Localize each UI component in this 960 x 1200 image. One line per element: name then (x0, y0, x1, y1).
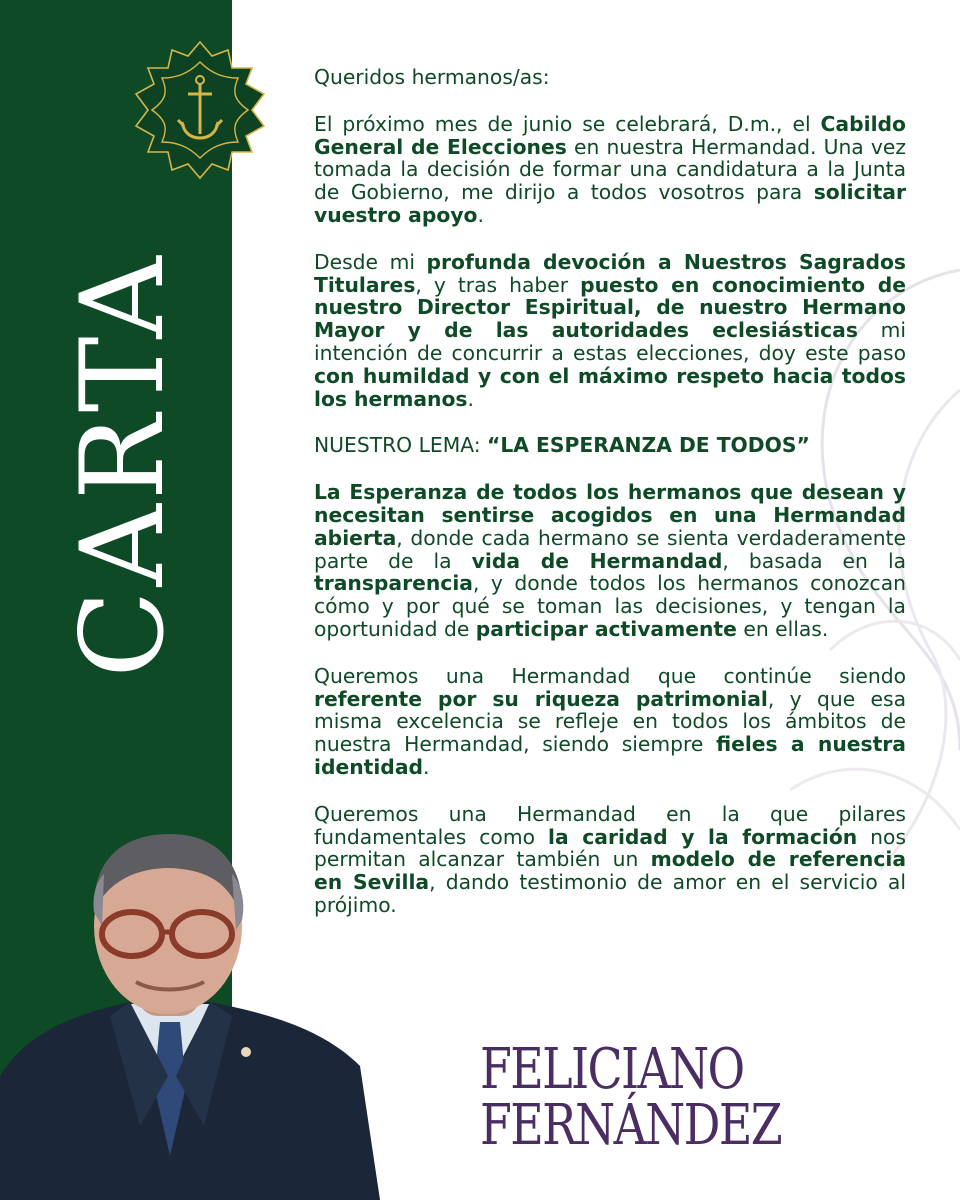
emphasis-text: “LA ESPERANZA DE TODOS” (487, 433, 810, 458)
body-text: . (477, 202, 484, 227)
emphasis-text: solicitar vuestro apoyo (314, 180, 906, 227)
emphasis-text: La Esperanza de todos los hermanos que desean y necesitan sentirse acogidos en una Hermandad abierta (314, 480, 906, 550)
emphasis-text: referente por su riqueza patrimonial (314, 686, 768, 711)
greeting: Queridos hermanos/as: (314, 65, 550, 89)
letter-paragraph-charity (314, 803, 906, 917)
body-text: Desde mi (314, 249, 427, 274)
body-text: Queremos una Hermandad que continúe siendo (314, 663, 906, 688)
body-text: Queremos una Hermandad en la que pilares fundamentales como (314, 801, 906, 849)
body-text: , dando testimonio de amor en el servicio al prójimo. (314, 870, 906, 917)
body-text: NUESTRO LEMA: (314, 433, 488, 458)
body-text: . (467, 386, 474, 411)
emphasis-text: puesto en conocimiento de nuestro Director Espiritual, de nuestro Hermano Mayor y de las autoridades eclesiásticas (314, 272, 906, 343)
body-text: , y donde todos los hermanos conozcan cómo y por qué se toman las decisiones, y tengan la oportunidad de (314, 571, 906, 641)
vertical-title: CARTA (56, 252, 189, 678)
body-text: en ellas. (736, 616, 829, 641)
letter-paragraph-devotion (314, 251, 906, 411)
motto-line (314, 434, 906, 457)
candidate-name-signature (480, 1037, 781, 1158)
body-text: El próximo mes de junio se celebrará, D.m., el (314, 111, 821, 136)
letter-paragraph-candidacy (314, 113, 906, 227)
body-text: , basada en la (722, 548, 907, 573)
emphasis-text: transparencia (314, 571, 473, 596)
body-text: , y que esa misma excelencia se refleje en todos los ámbitos de nuestra Hermandad, siendo siempre (314, 686, 906, 757)
candidate-portrait-image (0, 826, 380, 1200)
letter-paragraph-patrimony (314, 665, 906, 779)
emphasis-text: profunda devoción a Nuestros Sagrados Titulares (314, 249, 906, 297)
candidate-first-name: FELICIANO (480, 1037, 744, 1102)
body-text: , y tras haber (415, 272, 581, 297)
body-text: , donde cada hermano se sienta verdaderamente parte de la (314, 525, 906, 573)
emphasis-text: vida de Hermandad (471, 548, 723, 573)
emphasis-text: fieles a nuestra identidad (314, 732, 906, 779)
candidate-last-name: FERNÁNDEZ (480, 1093, 781, 1158)
emphasis-text: modelo de referencia en Sevilla (314, 847, 907, 895)
emphasis-text: con humildad y con el máximo respeto hacia todos los hermanos (314, 363, 906, 411)
emphasis-text: participar activamente (475, 616, 737, 641)
body-text: en nuestra Hermandad. Una vez tomada la decisión de formar una candidatura a la Junta de Gobierno, me dirijo a todos vosotros para (314, 134, 906, 205)
emphasis-text: Cabildo General de Elecciones (314, 111, 906, 159)
emphasis-text: la caridad y la formación (548, 824, 858, 849)
body-text: nos permitan alcanzar también un (314, 824, 907, 872)
letter-body (314, 66, 906, 941)
body-text: mi intención de concurrir a estas elecciones, doy este paso (314, 318, 906, 365)
anchor-emblem-icon (128, 38, 272, 182)
letter-paragraph-esperanza (314, 481, 906, 641)
body-text: . (423, 754, 430, 779)
